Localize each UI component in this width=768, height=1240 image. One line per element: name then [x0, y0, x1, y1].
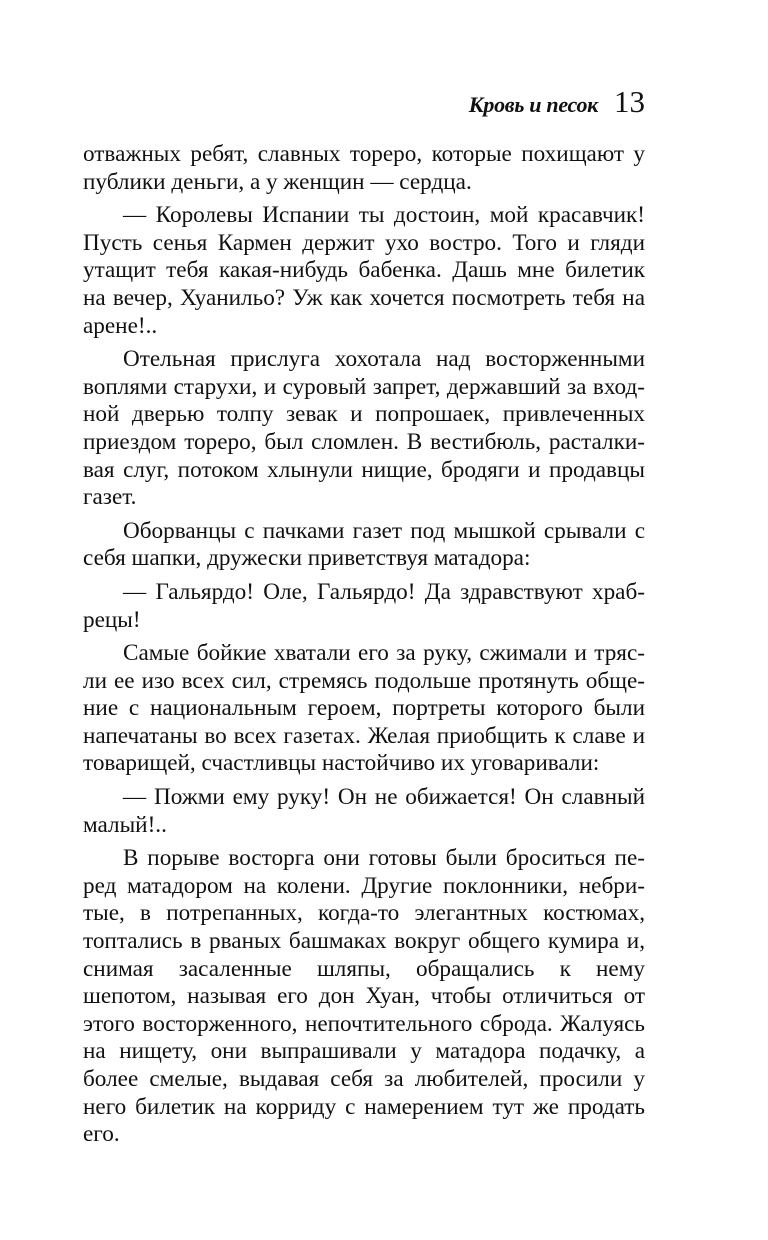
- paragraph-dialogue: — Пожми ему руку! Он не обижается! Он славный малый!..: [83, 784, 645, 838]
- body-text: [83, 141, 645, 1155]
- running-header: [469, 84, 645, 120]
- running-title: Кровь и песок: [468, 92, 598, 117]
- paragraph-dialogue: — Гальярдо! Оле, Гальярдо! Да здравствуют храбрецы!: [83, 578, 645, 633]
- paragraph-continuation: отважных ребят, славных тореро, которые похищают у публики деньги, а у женщин — сердца.: [83, 141, 645, 195]
- paragraph: В порыве восторга они готовы были броситься перед матадором на колени. Другие поклонники, небритые, в потрепанных, когда-то элегантных костюмах, топтались в рваных башмаках вокруг общего кумира и, снимая засаленные шляпы, обращались к нему шепотом, называя его дон Хуан, чтобы отличиться от этого восторженного, непочтительного сброда. Жалуясь на нищету, они выпрашивали у матадора подачку, а более смелые, выдавая себя за любителей, просили у него билетик на корриду с намерением тут же продать его.: [83, 845, 645, 1148]
- page-number: 13: [614, 84, 645, 119]
- paragraph: Самые бойкие хватали его за руку, сжимали и трясли ее изо всех сил, стремясь подольше протянуть общение с национальным героем, портреты которого были напечатаны во всех газетах. Желая приобщить к славе и товарищей, счастливцы настойчиво их уговаривали:: [83, 640, 645, 777]
- paragraph-dialogue: — Королевы Испании ты достоин, мой красавчик! Пусть сенья Кармен держит ухо востро. Того и гляди утащит тебя какая-нибудь бабенка. Дашь мне билетик на вечер, Хуанильо? Уж как хочется посмотреть тебя на арене!..: [83, 202, 645, 339]
- paragraph: Оборванцы с пачками газет под мышкой срывали с себя шапки, дружески приветствуя матадора:: [83, 517, 645, 572]
- paragraph: Отельная прислуга хохотала над восторженными воплями старухи, и суровый запрет, державший за входной дверью толпу зевак и попрошаек, привлеченных приездом тореро, был сломлен. В вестибюль, расталкивая слуг, потоком хлынули нищие, бродяги и продавцы газет.: [83, 346, 645, 511]
